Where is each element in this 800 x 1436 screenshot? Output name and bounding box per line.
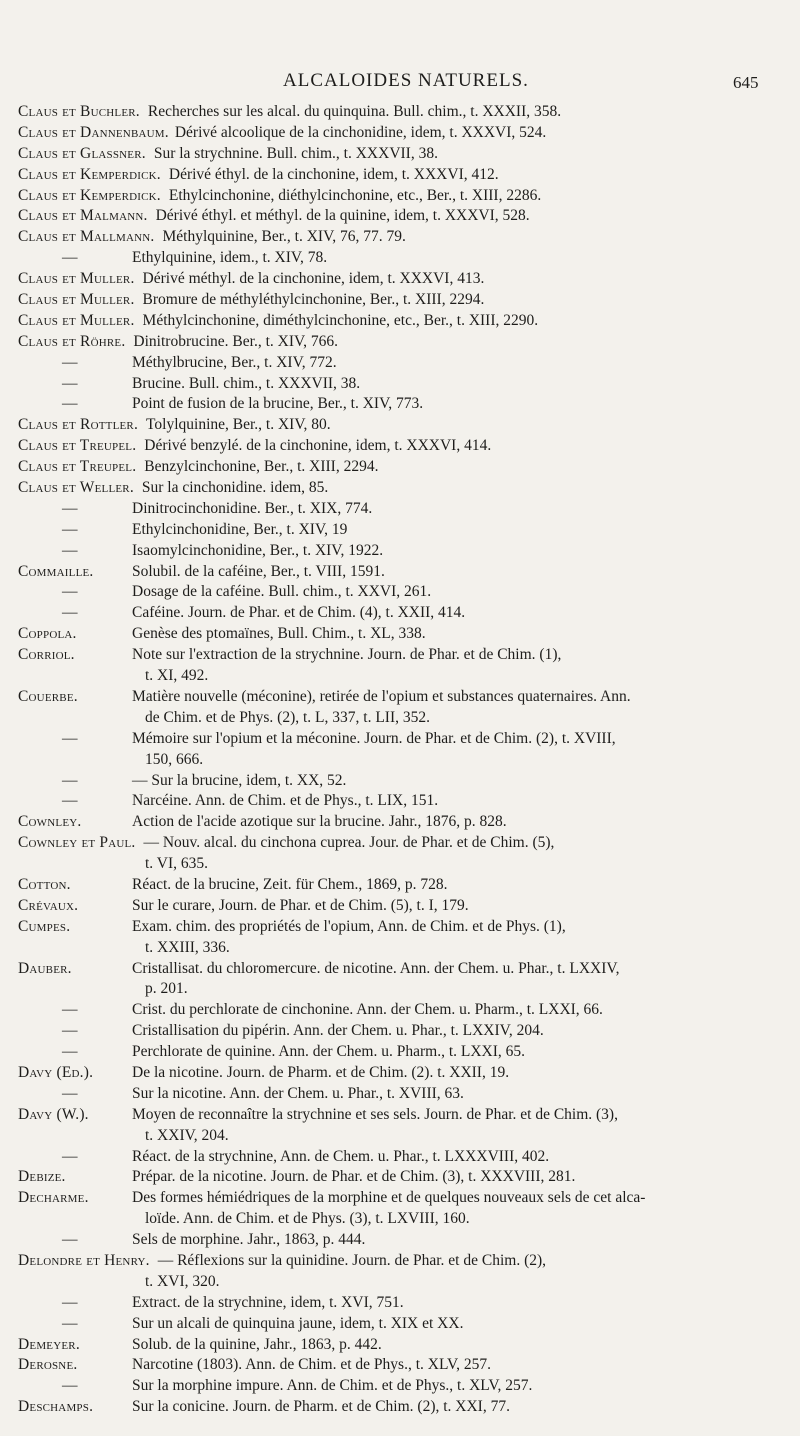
bibliography-entry: [0, 1042, 800, 1063]
ditto-dash: —: [62, 1231, 78, 1249]
page-number: 645: [733, 73, 759, 92]
entry-text: Isaomylcinchonidine, Ber., t. XIV, 1922.: [132, 541, 384, 559]
entry-text: Bromure de méthyléthylcinchonine, Ber., t. XIII, 2294.: [142, 291, 485, 309]
entry-author: Claus et Glassner.: [18, 144, 146, 162]
entry-text: Sur la morphine impure. Ann. de Chim. et de Phys., t. XLV, 257.: [132, 1377, 533, 1395]
bibliography-entry: [0, 624, 800, 645]
entry-text: Méthylquinine, Ber., t. XIV, 76, 77. 79.: [162, 228, 406, 246]
bibliography-entry: [0, 791, 800, 812]
bibliography-entry: [0, 1021, 800, 1042]
entry-text: De la nicotine. Journ. de Pharm. et de Chim. (2). t. XXII, 19.: [132, 1063, 510, 1081]
entry-author: Cumpes.: [18, 917, 71, 935]
bibliography-entry: [0, 1188, 800, 1230]
ditto-dash: —: [62, 1022, 78, 1040]
bibliography-entry: [0, 374, 800, 395]
bibliography-entry: [0, 102, 800, 123]
entry-author: Derosne.: [18, 1356, 78, 1374]
bibliography-entry: [0, 269, 800, 290]
entry-author: Dauber.: [18, 959, 72, 977]
bibliography-entry: [0, 833, 800, 875]
bibliography-entry: [0, 896, 800, 917]
bibliography-entry: [0, 1084, 800, 1105]
entry-text: Dérivé benzylé. de la cinchonine, idem, t. XXXVI, 414.: [144, 437, 492, 455]
entry-author: Demeyer.: [18, 1335, 80, 1353]
ditto-dash: —: [62, 771, 78, 789]
bibliography-entry: [0, 290, 800, 311]
entry-text: Sur un alcali de quinquina jaune, idem, t. XIX et XX.: [132, 1314, 464, 1332]
bibliography-entry: [0, 812, 800, 833]
entry-continuation: de Chim. et de Phys. (2), t. L, 337, t. LII, 352.: [145, 708, 430, 726]
entry-author: Claus et Treupel.: [18, 458, 137, 476]
bibliography-entry: [0, 729, 800, 771]
bibliography-entry: [0, 227, 800, 248]
ditto-dash: —: [62, 353, 78, 371]
entry-text: Ethylcinchonine, diéthylcinchonine, etc., Ber., t. XIII, 2286.: [168, 186, 542, 204]
ditto-dash: —: [62, 1293, 78, 1311]
ditto-dash: —: [62, 1001, 78, 1019]
bibliography-entry: [0, 1230, 800, 1251]
bibliography-entry: [0, 1314, 800, 1335]
bibliography-entry: [0, 478, 800, 499]
ditto-dash: —: [62, 249, 78, 267]
bibliography-entry: [0, 248, 800, 269]
entry-author: Debize.: [18, 1168, 66, 1186]
bibliography-entry: [0, 436, 800, 457]
entry-author: Corriol.: [18, 646, 75, 664]
entry-author: Claus et Treupel.: [18, 437, 137, 455]
bibliography-entry: [0, 1397, 800, 1418]
entry-author: Claus et Rottler.: [18, 416, 139, 434]
ditto-dash: —: [62, 792, 78, 810]
bibliography-entry: [0, 123, 800, 144]
bibliography-entry: [0, 311, 800, 332]
entry-author: Claus et Weller.: [18, 479, 134, 497]
entry-text: Tolylquinine, Ber., t. XIV, 80.: [146, 416, 331, 434]
entry-author: Claus et Kemperdick.: [18, 186, 161, 204]
bibliography-entry: [0, 1376, 800, 1397]
ditto-dash: —: [62, 499, 78, 517]
ditto-dash: —: [62, 1084, 78, 1102]
entry-text: Dérivé éthyl. de la cinchonine, idem, t. XXXVI, 412.: [168, 165, 499, 183]
bibliography-entry: [0, 645, 800, 687]
entry-author: Cotton.: [18, 875, 71, 893]
entry-text: Dinitrocinchonidine. Ber., t. XIX, 774.: [132, 499, 373, 517]
entry-text: Sur la strychnine. Bull. chim., t. XXXVII, 38.: [153, 144, 438, 162]
entry-text: Recherches sur les alcal. du quinquina. Bull. chim., t. XXXII, 358.: [147, 103, 562, 120]
entry-text: Cristallisation du pipérin. Ann. der Chem. u. Phar., t. LXXIV, 204.: [132, 1022, 544, 1040]
entry-text: Mémoire sur l'opium et la méconine. Journ. de Phar. et de Chim. (2), t. XVIII,: [132, 729, 616, 747]
entry-text: Dérivé éthyl. et méthyl. de la quinine, idem, t. XXXVI, 528.: [155, 207, 530, 225]
entry-text: Solubil. de la caféine, Ber., t. VIII, 1591.: [132, 562, 385, 580]
entry-text: Réact. de la strychnine, Ann. de Chem. u. Phar., t. LXXXVIII, 402.: [132, 1147, 550, 1165]
entry-text: Crist. du perchlorate de cinchonine. Ann. der Chem. u. Pharm., t. LXXI, 66.: [132, 1001, 603, 1019]
entry-text: Dosage de la caféine. Bull. chim., t. XXVI, 261.: [132, 583, 432, 601]
entry-text: Ethylquinine, idem., t. XIV, 78.: [132, 249, 328, 267]
bibliography-entry: [0, 1147, 800, 1168]
ditto-dash: —: [62, 604, 78, 622]
entry-text: Sels de morphine. Jahr., 1863, p. 444.: [132, 1231, 366, 1249]
bibliography-entry: [0, 603, 800, 624]
entry-text: Narcotine (1803). Ann. de Chim. et de Phys., t. XLV, 257.: [132, 1356, 492, 1374]
entry-text: Solub. de la quinine, Jahr., 1863, p. 442.: [132, 1335, 382, 1353]
entry-author: Coppola.: [18, 625, 77, 643]
entry-author: Claus et Muller.: [18, 291, 135, 309]
running-header: [0, 70, 800, 94]
ditto-dash: —: [62, 1314, 78, 1332]
ditto-dash: —: [62, 395, 78, 413]
entry-text: Réact. de la brucine, Zeit. für Chem., 1869, p. 728.: [132, 875, 448, 893]
bibliography-entry: [0, 186, 800, 207]
bibliography-entry: [0, 332, 800, 353]
entry-text: Point de fusion de la brucine, Ber., t. XIV, 773.: [132, 395, 424, 413]
entry-text: Extract. de la strychnine, idem, t. XVI, 751.: [132, 1293, 404, 1311]
bibliography-entry: [0, 520, 800, 541]
bibliography-entry: [0, 1335, 800, 1356]
bibliography-entry: [0, 206, 800, 227]
ditto-dash: —: [62, 729, 78, 747]
entry-text: Sur le curare, Journ. de Phar. et de Chim. (5), t. I, 179.: [132, 896, 469, 914]
entry-continuation: t. XI, 492.: [145, 667, 209, 685]
entry-author: Claus et Dannenbaum.: [18, 123, 169, 141]
entry-author: Claus et Röhre.: [18, 332, 126, 350]
entry-text: Moyen de reconnaître la strychnine et ses sels. Journ. de Phar. et de Chim. (3),: [132, 1105, 618, 1123]
entry-text: Sur la nicotine. Ann. der Chem. u. Phar., t. XVIII, 63.: [132, 1084, 464, 1102]
entry-continuation: t. XVI, 320.: [145, 1272, 220, 1290]
entry-author: Claus et Kemperdick.: [18, 165, 161, 183]
bibliography-entry: [0, 165, 800, 186]
entry-continuation: p. 201.: [145, 980, 188, 998]
ditto-dash: —: [62, 374, 78, 392]
entry-continuation: loïde. Ann. de Chim. et de Phys. (3), t. LXVIII, 160.: [145, 1210, 470, 1228]
bibliography-entry: [0, 582, 800, 603]
ditto-dash: —: [62, 520, 78, 538]
bibliography-entry: [0, 499, 800, 520]
bibliography-list: [0, 102, 800, 1418]
bibliography-entry: [0, 1063, 800, 1084]
entry-continuation: 150, 666.: [145, 750, 204, 768]
bibliography-entry: [0, 687, 800, 729]
entry-text: Note sur l'extraction de la strychnine. Journ. de Phar. et de Chim. (1),: [132, 646, 562, 664]
entry-author: Claus et Muller.: [18, 270, 135, 288]
entry-text: Ethylcinchonidine, Ber., t. XIV, 19: [132, 520, 348, 538]
ditto-dash: —: [62, 583, 78, 601]
entry-text: Sur la conicine. Journ. de Pharm. et de Chim. (2), t. XXI, 77.: [132, 1398, 510, 1416]
ditto-dash: —: [62, 1043, 78, 1061]
bibliography-entry: [0, 541, 800, 562]
entry-text: Benzylcinchonine, Ber., t. XIII, 2294.: [144, 458, 379, 476]
entry-text: Perchlorate de quinine. Ann. der Chem. u. Pharm., t. LXXI, 65.: [132, 1043, 526, 1061]
bibliography-entry: [0, 917, 800, 959]
entry-author: Claus et Buchler.: [18, 103, 140, 120]
page-title: ALCALOIDES NATURELS.: [283, 70, 529, 91]
bibliography-entry: [0, 1000, 800, 1021]
entry-text: Dinitrobrucine. Ber., t. XIV, 766.: [133, 332, 339, 350]
bibliography-entry: [0, 959, 800, 1001]
entry-text: Des formes hémiédriques de la morphine et de quelques nouveaux sels de cet alca-: [132, 1189, 646, 1207]
entry-author: Couerbe.: [18, 687, 78, 705]
entry-author: Commaille.: [18, 562, 94, 580]
entry-text: — Sur la brucine, idem, t. XX, 52.: [132, 771, 347, 789]
entry-author: Crévaux.: [18, 896, 79, 914]
entry-text: Genèse des ptomaïnes, Bull. Chim., t. XL, 338.: [132, 625, 426, 643]
entry-text: Matière nouvelle (méconine), retirée de l'opium et substances quaternaires. Ann.: [132, 687, 631, 705]
bibliography-entry: [0, 415, 800, 436]
entry-text: Exam. chim. des propriétés de l'opium, Ann. de Chim. et de Phys. (1),: [132, 917, 566, 935]
entry-author: Claus et Malmann.: [18, 207, 148, 225]
entry-text: Prépar. de la nicotine. Journ. de Phar. et de Chim. (3), t. XXXVIII, 281.: [132, 1168, 576, 1186]
entry-text: — Réflexions sur la quinidine. Journ. de Phar. et de Chim. (2),: [157, 1251, 547, 1269]
entry-text: Dérivé méthyl. de la cinchonine, idem, t. XXXVI, 413.: [142, 270, 485, 288]
bibliography-entry: [0, 875, 800, 896]
entry-author: Davy (Ed.).: [18, 1063, 94, 1081]
entry-text: Brucine. Bull. chim., t. XXXVII, 38.: [132, 374, 361, 392]
entry-author: Claus et Muller.: [18, 311, 135, 329]
entry-continuation: t. VI, 635.: [145, 855, 209, 873]
bibliography-entry: [0, 1355, 800, 1376]
bibliography-entry: [0, 394, 800, 415]
entry-author: Deschamps.: [18, 1398, 94, 1416]
entry-author: Claus et Mallmann.: [18, 228, 155, 246]
bibliography-entry: [0, 457, 800, 478]
entry-text: Méthylbrucine, Ber., t. XIV, 772.: [132, 353, 337, 371]
entry-continuation: t. XXIV, 204.: [145, 1126, 229, 1144]
bibliography-entry: [0, 1105, 800, 1147]
ditto-dash: —: [62, 1377, 78, 1395]
entry-author: Delondre et Henry.: [18, 1251, 150, 1269]
entry-text: Narcéine. Ann. de Chim. et de Phys., t. LIX, 151.: [132, 792, 439, 810]
bibliography-entry: [0, 1251, 800, 1293]
bibliography-entry: [0, 1293, 800, 1314]
ditto-dash: —: [62, 541, 78, 559]
entry-text: Cristallisat. du chloromercure. de nicotine. Ann. der Chem. u. Phar., t. LXXIV,: [132, 959, 620, 977]
entry-continuation: t. XXIII, 336.: [145, 938, 230, 956]
entry-author: Cownley.: [18, 813, 82, 831]
entry-author: Decharme.: [18, 1189, 89, 1207]
entry-text: Méthylcinchonine, diméthylcinchonine, etc., Ber., t. XIII, 2290.: [142, 311, 539, 329]
entry-text: Sur la cinchonidine. idem, 85.: [141, 479, 329, 497]
bibliography-entry: [0, 771, 800, 792]
entry-text: Caféine. Journ. de Phar. et de Chim. (4), t. XXII, 414.: [132, 604, 466, 622]
entry-text: Dérivé alcoolique de la cinchonidine, idem, t. XXXVI, 524.: [174, 123, 547, 141]
entry-author: Davy (W.).: [18, 1105, 89, 1123]
bibliography-entry: [0, 1167, 800, 1188]
ditto-dash: —: [62, 1147, 78, 1165]
bibliography-entry: [0, 353, 800, 374]
bibliography-entry: [0, 144, 800, 165]
entry-text: Action de l'acide azotique sur la brucine. Jahr., 1876, p. 828.: [132, 813, 507, 831]
entry-text: — Nouv. alcal. du cinchona cuprea. Jour. de Phar. et de Chim. (5),: [143, 834, 555, 852]
entry-author: Cownley et Paul.: [18, 834, 136, 852]
bibliography-entry: [0, 562, 800, 583]
